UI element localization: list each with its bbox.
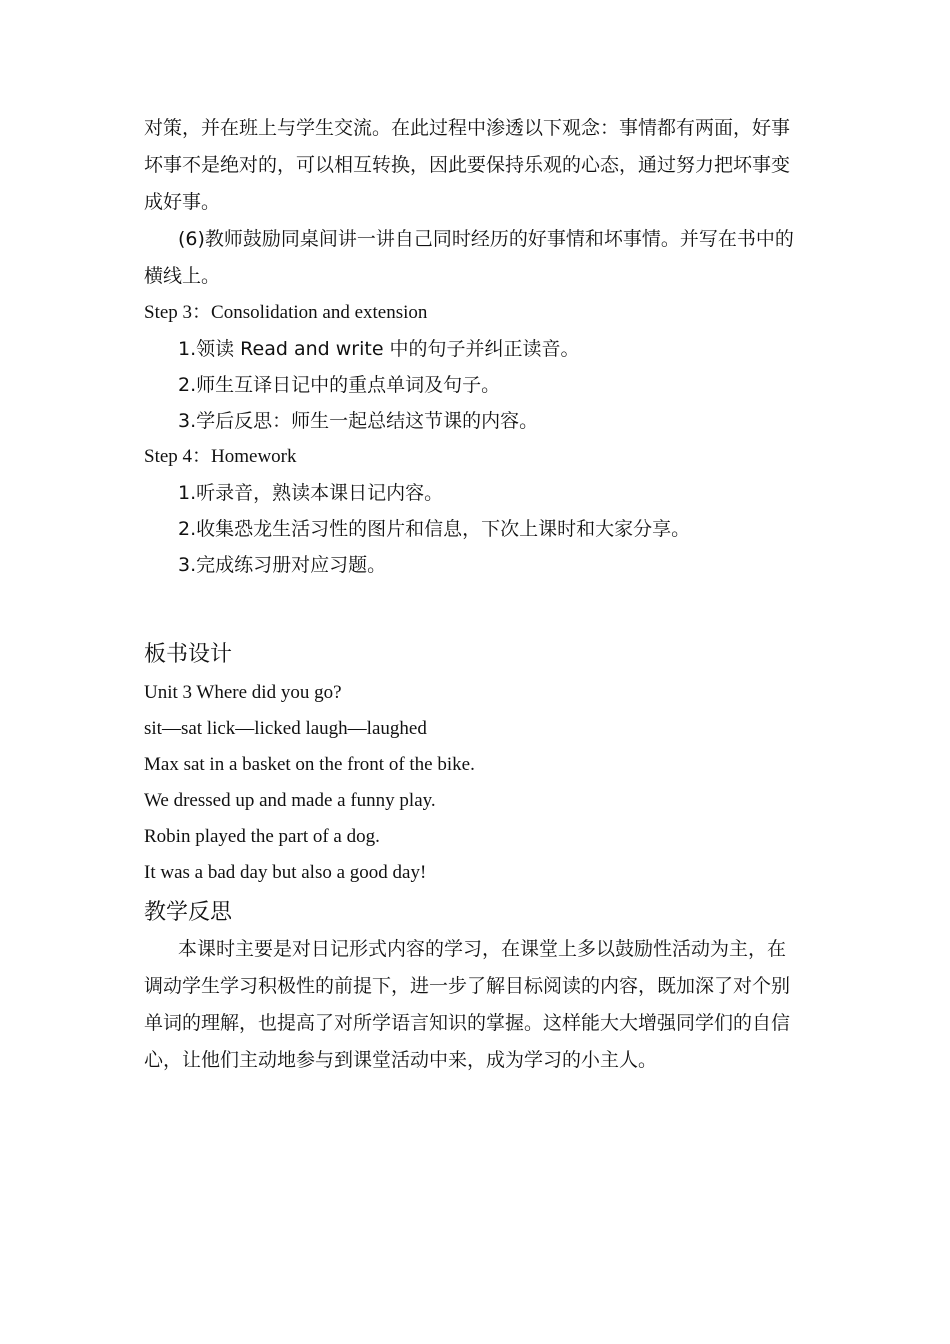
- board-line: Max sat in a basket on the front of the bike.: [144, 754, 475, 775]
- board-line: We dressed up and made a funny play.: [144, 790, 436, 811]
- document-content: [144, 110, 800, 1079]
- step3-item: 1.领读 Read and write 中的句子并纠正读音。: [178, 338, 580, 360]
- reflection-heading: 教学反思: [144, 900, 233, 925]
- board-line: sit—sat lick—licked laugh—laughed: [144, 718, 427, 739]
- board-line: Unit 3 Where did you go?: [144, 682, 342, 703]
- step3-item: 3.学后反思：师生一起总结这节课的内容。: [178, 410, 539, 432]
- step3-item: 2.师生互译日记中的重点单词及句子。: [178, 374, 501, 396]
- step4-title: Step 4：Homework: [144, 446, 297, 467]
- teacher-item-6: (6)教师鼓励同桌间讲一讲自己同时经历的好事情和坏事情。并写在书中的横线上。: [144, 228, 794, 287]
- step3-title: Step 3：Consolidation and extension: [144, 302, 428, 323]
- step4-item: 1.听录音，熟读本课日记内容。: [178, 482, 444, 504]
- continuation-paragraph: 对策，并在班上与学生交流。在此过程中渗透以下观念：事情都有两面，好事坏事不是绝对的，可以相互转换，因此要保持乐观的心态，通过努力把坏事变成好事。: [144, 117, 791, 213]
- board-design-heading: 板书设计: [144, 642, 233, 667]
- step4-item: 2.收集恐龙生活习性的图片和信息，下次上课时和大家分享。: [178, 518, 691, 540]
- step4-item: 3.完成练习册对应习题。: [178, 554, 387, 576]
- board-line: Robin played the part of a dog.: [144, 826, 380, 847]
- board-line: It was a bad day but also a good day!: [144, 862, 427, 883]
- reflection-paragraph: 本课时主要是对日记形式内容的学习，在课堂上多以鼓励性活动为主，在调动学生学习积极性的前提下，进一步了解目标阅读的内容，既加深了对个别单词的理解，也提高了对所学语言知识的掌握。这样能大大增强同学们的自信心，让他们主动地参与到课堂活动中来，成为学习的小主人。: [144, 938, 791, 1071]
- section-spacer: [144, 583, 800, 637]
